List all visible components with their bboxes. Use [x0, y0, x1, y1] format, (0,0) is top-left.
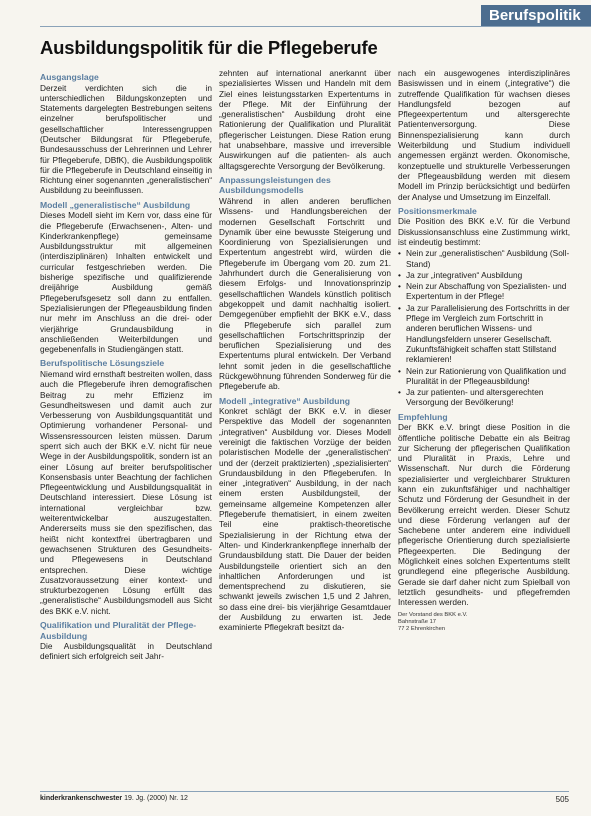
author-block: [398, 612, 570, 633]
journal-issue: 19. Jg. (2000) Nr. 12: [124, 795, 188, 802]
subheading-anpassungsleistungen: Anpassungsleistungen des Ausbildungsmodells: [219, 174, 331, 196]
subheading-qualifikation: Qualifikation und Pluralität der Pflege-Ausbildung: [40, 620, 197, 641]
paragraph: Konkret schlägt der BKK e.V. in dieser Perspektive das Modell der sogenannten „integrativen“ Ausbildung vor. Dieses Modell vereinigt die faktischen Vorzüge der beiden polaristischen Modelle der „generalistischen“ und der (derzeit praktizierten) „spezialisierten“ Grundausbildung in den Pflegeberufen. In einer „integrativen“ Ausbildung, in der nach einem ersten Ausbildungsteil, der gemeinsame allgemeine Kompetenzen aller Pflegeberufe thematisiert, in einem zweiten Teil eine praktisch-theoretische Spezialisierung in der Richtung etwa der Alten- und Kinderkrankenpflege innerhalb der Grundausbildung statt. Die Dauer der beiden Ausbildungsteile orientiert sich an den inhaltlichen Anforderungen und ist dementsprechend zu diskutieren, sie schwankt jeweils zwischen 1,5 und 2 Jahren, so dass eine drei- bis vierjährige Gesamtdauer der Ausbildung zu erwarten ist. Jede examinierte Pflegekraft besitzt da-: [219, 406, 391, 633]
subheading-positionsmerkmale: Positionsmerkmale: [398, 205, 477, 216]
list-item: • Nein zur Rationierung von Qualifikation und Pluralität in der Pflegeausbildung!: [398, 366, 570, 387]
page-title: Ausbildungspolitik für die Pflegeberufe: [40, 37, 378, 58]
position-list: [398, 248, 570, 407]
subheading-loesungsziele: Berufspolitische Lösungsziele: [40, 358, 165, 369]
subheading-integrativ: Modell „integrative“ Ausbildung: [219, 395, 350, 406]
paragraph: Niemand wird ernsthaft bestreiten wollen, dass auch die Pflegeberufe ihren demografischen Beitrag zu mehr Effizienz im Gesundheitswesen und damit auch zur Verbesserung von Ausbildungsquantität und Optimierung vorhandener Personal- und Wissensressourcen leisten müssen. Darum sperrt sich auch der BKK e.V. nicht für neue Wege in der Ausbildungspolitik, sondern ist an einer Lösung auf breiter berufspolitischer Konsensbasis unter Beachtung der fachlichen Pflegeentwicklung und Ausbildungsqualität in Deutschland interessiert. Diese Lösung ist international vergleichbar bzw. weiterentwickelbar auszugestalten. Andererseits muss sie den spezifischen, das heißt nicht kontextfrei übertragbaren und gewachsenen Strukturen des Gesundheits- und Pflegewesens in Deutschland entsprechen. Diese wichtige Zusatzvoraussetzung einer kontext- und strukturbezogenen Lösung erfüllt das „generalistische“ Ausbildungsmodell aus Sicht des BKK e.V. nicht.: [40, 368, 212, 616]
list-item: • Nein zur „generalistischen“ Ausbildung (Soll-Stand): [398, 248, 570, 269]
page-number: 505: [555, 795, 569, 804]
journal-name: kinderkrankenschwester: [40, 795, 123, 802]
paragraph: nach ein ausgewogenes interdisziplinäres Basiswissen und in einem („integrative“) die zutreffende Qualifikation für wachsen dieses Handlungsfeld bezogen auf Pflegeexpertentum und altersgerechte Patientenversorgung. Diese Binnenspezialisierung kann durch Weiterbildung und Studium individuell angemessen ergänzt werden. Ökonomische, konzeptuelle und strukturelle Verbesserungen der Pflegeausbildung werden mit diesem Modell im Prinzip berücksichtigt und bedürfen der Analyse und Umsetzung im Einzelfall.: [398, 68, 570, 202]
paragraph: Dieses Modell sieht im Kern vor, dass eine für die Pflegeberufe (Erwachsenen-, Alten- und Kinderkrankenpflege) gemeinsame Ausbildungsstruktur mit allgemeinen (interdisziplinären) Inhalten entwickelt und curricular festgeschrieben werden. Die bisherige spezifische und qualifizierende dreijährige Ausbildung gemäß Pflegeberufsgesetz soll dann zu entfallen. Spezialisierungen der Pflegeausbildung finden nur mehr im Anschluss an die drei- oder vierjährige Grundausbildung in anschließenden Weiterbildungen und gegebenenfalls in Studiengängen statt.: [40, 210, 212, 355]
paragraph: Der BKK e.V. bringt diese Position in die öffentliche politische Debatte ein als Beitrag zur Sicherung der pflegerischen Qualifikation und Pluralität in Praxis, Lehre und Wissenschaft. Nur durch die Förderung spezialisierter und vergleichbarer Strukturen kann ein zukunftsfähiger und nachhaltiger Schutz und Förderung der Gesundheit in der Bevölkerung erreicht werden. Dieser Schutz und diese Förderung verlangen auf der Sachebene unter anderem eine individuell pflegerische Orientierung durch spezialisierte Pflegeexperten. Die Bedingung der Möglichkeit eines solchen Expertentums stellt grundlegend eine pflegerische Ausbildung. Gerade sie darf daher nicht zum Spielball von letztlich gesundheits- und pflegefremden Interessen werden.: [398, 422, 570, 608]
paragraph: Die Position des BKK e.V. für die Verbund Diskussionsanschluss eine Zustimmung wirkt, ist eindeutig bestimmt:: [398, 216, 570, 247]
column-1: [40, 68, 212, 778]
paragraph: Die Ausbildungsqualität in Deutschland definiert sich erfolgreich seit Jahr-: [40, 641, 212, 662]
author-line: Der Vorstand des BKK e.V.: [398, 611, 468, 618]
header-rule: [40, 26, 591, 27]
list-item: • Ja zur Parallelisierung des Fortschritts in der Pflege im Vergleich zum Fortschritt in anderen beruflichen Wissens- und Handlungsfeldern unserer Gesellschaft. Zukunftsfähigkeit schaffen statt Stillstand reklamieren!: [398, 303, 570, 365]
subheading-generalistisch: Modell „generalistische“ Ausbildung: [40, 199, 191, 210]
author-line: 77 2 Ehrenkirchen: [398, 625, 446, 632]
section-tag: Berufspolitik: [481, 5, 591, 27]
column-2: [219, 68, 391, 778]
paragraph: Während in allen anderen beruflichen Wissens- und Handlungsbereichen der modernen Gesellschaft Fortschritt und Dynamik über eine bewusste Steigerung und Koordinierung von Spezialisierungen und Expertentum angestrebt wird, würden die Pflegeberufe im Übergang vom 20. zum 21. Jahrhundert durch die Generalisierung von diesem Erfolgs- und Innovationsprinzip gesellschaftlichen Wandels künstlich politisch abgekoppelt und damit nachhaltig isoliert. Demgegenüber empfiehlt der BKK e.V., dass die Pflegeberufe sich parallel zum gesellschaftlichen Fortschrittsprinzip der beruflichen Spezialisierung und des Expertentums plural entwickeln. Der Verband lehnt somit jeden in die gesellschaftliche Rückgewöhnung führenden Sonderweg für die Pflegeberufe ab.: [219, 195, 391, 392]
column-3: [398, 68, 570, 778]
author-line: Bahnstraße 17: [398, 618, 437, 625]
list-item: • Ja zur „integrativen“ Ausbildung: [398, 270, 570, 280]
subheading-ausgangslage: Ausgangslage: [40, 72, 99, 82]
subheading-empfehlung: Empfehlung: [398, 411, 448, 422]
paragraph: Derzeit verdichten sich die in unterschiedlichen Bildungskonzepten und Statements dargelegten Bestrebungen seitens einzelner berufspolitischer und gesellschaftlicher Interessengruppen (Deutscher Bildungsrat für Pflegeberufe, Bundesausschuss der Lehrerinnen und Lehrer für Pflegeberufe, DBfK), die Ausbildungspolitik für die Pflegeberufe in Deutschland einseitig in Richtung einer sogenannten „generalistischen“ Ausbildung zu beeinflussen.: [40, 82, 212, 196]
list-item: • Nein zur Abschaffung von Spezialisten- und Expertentum in der Pflege!: [398, 281, 570, 302]
paragraph: zehnten auf international anerkannt über spezialisiertes Wissen und Handeln mit dem Ziel eines leistungsstarken Expertentums in der Pflege. Mit der Einführung der „generalistischen“ Ausbildung droht eine Rationierung der Qualifikation und Pluralität pflegerischer Leistungen. Diese Ration erung hat unabsehbare, massive und irreversible Auswirkungen auf die patienten- als auch alltagsgerechte Versorgung der Bevölkerung.: [219, 68, 391, 171]
page-footer: [40, 791, 569, 807]
list-item: • Ja zur patienten- und altersgerechten Versorgung der Bevölkerung!: [398, 387, 570, 408]
